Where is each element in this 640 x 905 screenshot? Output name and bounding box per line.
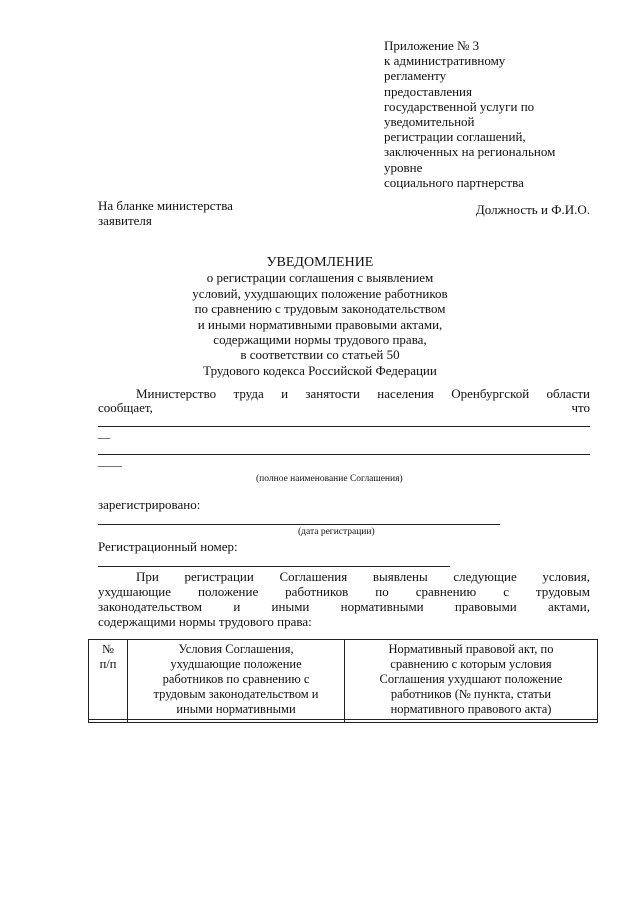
header-line: п/п	[99, 657, 117, 671]
notice-subtitle-line: Трудового кодекса Российской Федерации	[203, 362, 437, 378]
table-cell	[89, 720, 128, 723]
appendix-line: регламенту	[384, 68, 447, 84]
table-header-row	[89, 640, 598, 720]
col-conditions-header	[128, 640, 345, 720]
para2-line: законодательством и иными нормативными правовыми актами,	[98, 599, 590, 614]
caption-agreement: (полное наименование Соглашения)	[256, 474, 403, 484]
header-line: трудовым законодательством и	[153, 687, 319, 701]
appendix-line: социального партнерства	[384, 174, 524, 190]
notice-title: УВЕДОМЛЕНИЕ	[266, 255, 374, 270]
appendix-line: уведомительной	[384, 114, 475, 130]
table-row	[89, 720, 598, 723]
header-line: иными нормативными	[176, 702, 296, 716]
header-line: работников (№ пункта, статьи	[390, 687, 552, 701]
appendix-line: заключенных на региональном	[384, 144, 556, 160]
notice-subtitle-line: по сравнению с трудовым законодательством	[194, 301, 446, 317]
para1-line1: Министерство труда и занятости населения Оренбургской области	[136, 386, 590, 401]
header-line: работников по сравнению с	[162, 672, 310, 686]
appendix-line: предоставления	[384, 83, 472, 99]
agreement-name-line	[98, 426, 590, 427]
notice-subtitle-line: содержащими нормы трудового права,	[213, 332, 427, 348]
notice-subtitle-line: и иными нормативными правовыми актами,	[197, 316, 443, 332]
appendix-block	[384, 38, 614, 190]
notice-title-block	[150, 255, 490, 378]
notice-subtitle-line: в соответствии со статьей 50	[240, 347, 400, 363]
letterhead-note	[98, 198, 288, 228]
para2-line: ухудшающие положение работников по сравнению с трудовым	[98, 584, 590, 599]
para2-line: содержащими нормы трудового права:	[98, 614, 312, 629]
notice-subtitle-line: условий, ухудшающих положение работников	[192, 285, 448, 301]
header-line: №	[102, 642, 114, 656]
table-cell	[128, 720, 345, 723]
col-legal-act-header	[345, 640, 598, 720]
para1-line2	[98, 400, 590, 415]
notice-subtitle-line: о регистрации соглашения с выявлением	[206, 270, 434, 286]
header-line: ухудшающие положение	[170, 657, 302, 671]
caption-date: (дата регистрации)	[298, 527, 375, 537]
registration-date-line	[98, 524, 500, 525]
dash-mark: ——	[98, 458, 122, 472]
letterhead-line: На бланке министерства	[98, 198, 233, 213]
header-line: нормативного правового акта)	[390, 702, 552, 716]
conditions-table	[88, 639, 598, 723]
appendix-line: регистрации соглашений,	[384, 129, 526, 145]
dash-mark: —	[98, 430, 110, 444]
appendix-line: Приложение № 3	[384, 38, 480, 53]
registered-label: зарегистрировано:	[98, 497, 201, 512]
header-line: Нормативный правовой акт, по	[388, 642, 554, 656]
header-line: Условия Соглашения,	[178, 642, 294, 656]
table-cell	[345, 720, 598, 723]
header-line: Соглашения ухудшают положение	[379, 672, 563, 686]
col-number-header	[89, 640, 128, 720]
appendix-line: государственной услуги по	[384, 98, 535, 114]
para1-word-left: сообщает,	[98, 400, 153, 415]
appendix-line: к административному	[384, 53, 506, 69]
addressee-note: Должность и Ф.И.О.	[475, 202, 590, 217]
reg-number-label: Регистрационный номер:	[98, 539, 238, 554]
letterhead-line: заявителя	[98, 213, 152, 228]
para1-word-right: что	[571, 400, 590, 415]
reg-number-line	[98, 566, 450, 567]
appendix-line: уровне	[384, 159, 423, 175]
agreement-name-line	[98, 454, 590, 455]
para2-line: При регистрации Соглашения выявлены следующие условия,	[136, 569, 590, 584]
header-line: сравнению с которым условия	[390, 657, 552, 671]
